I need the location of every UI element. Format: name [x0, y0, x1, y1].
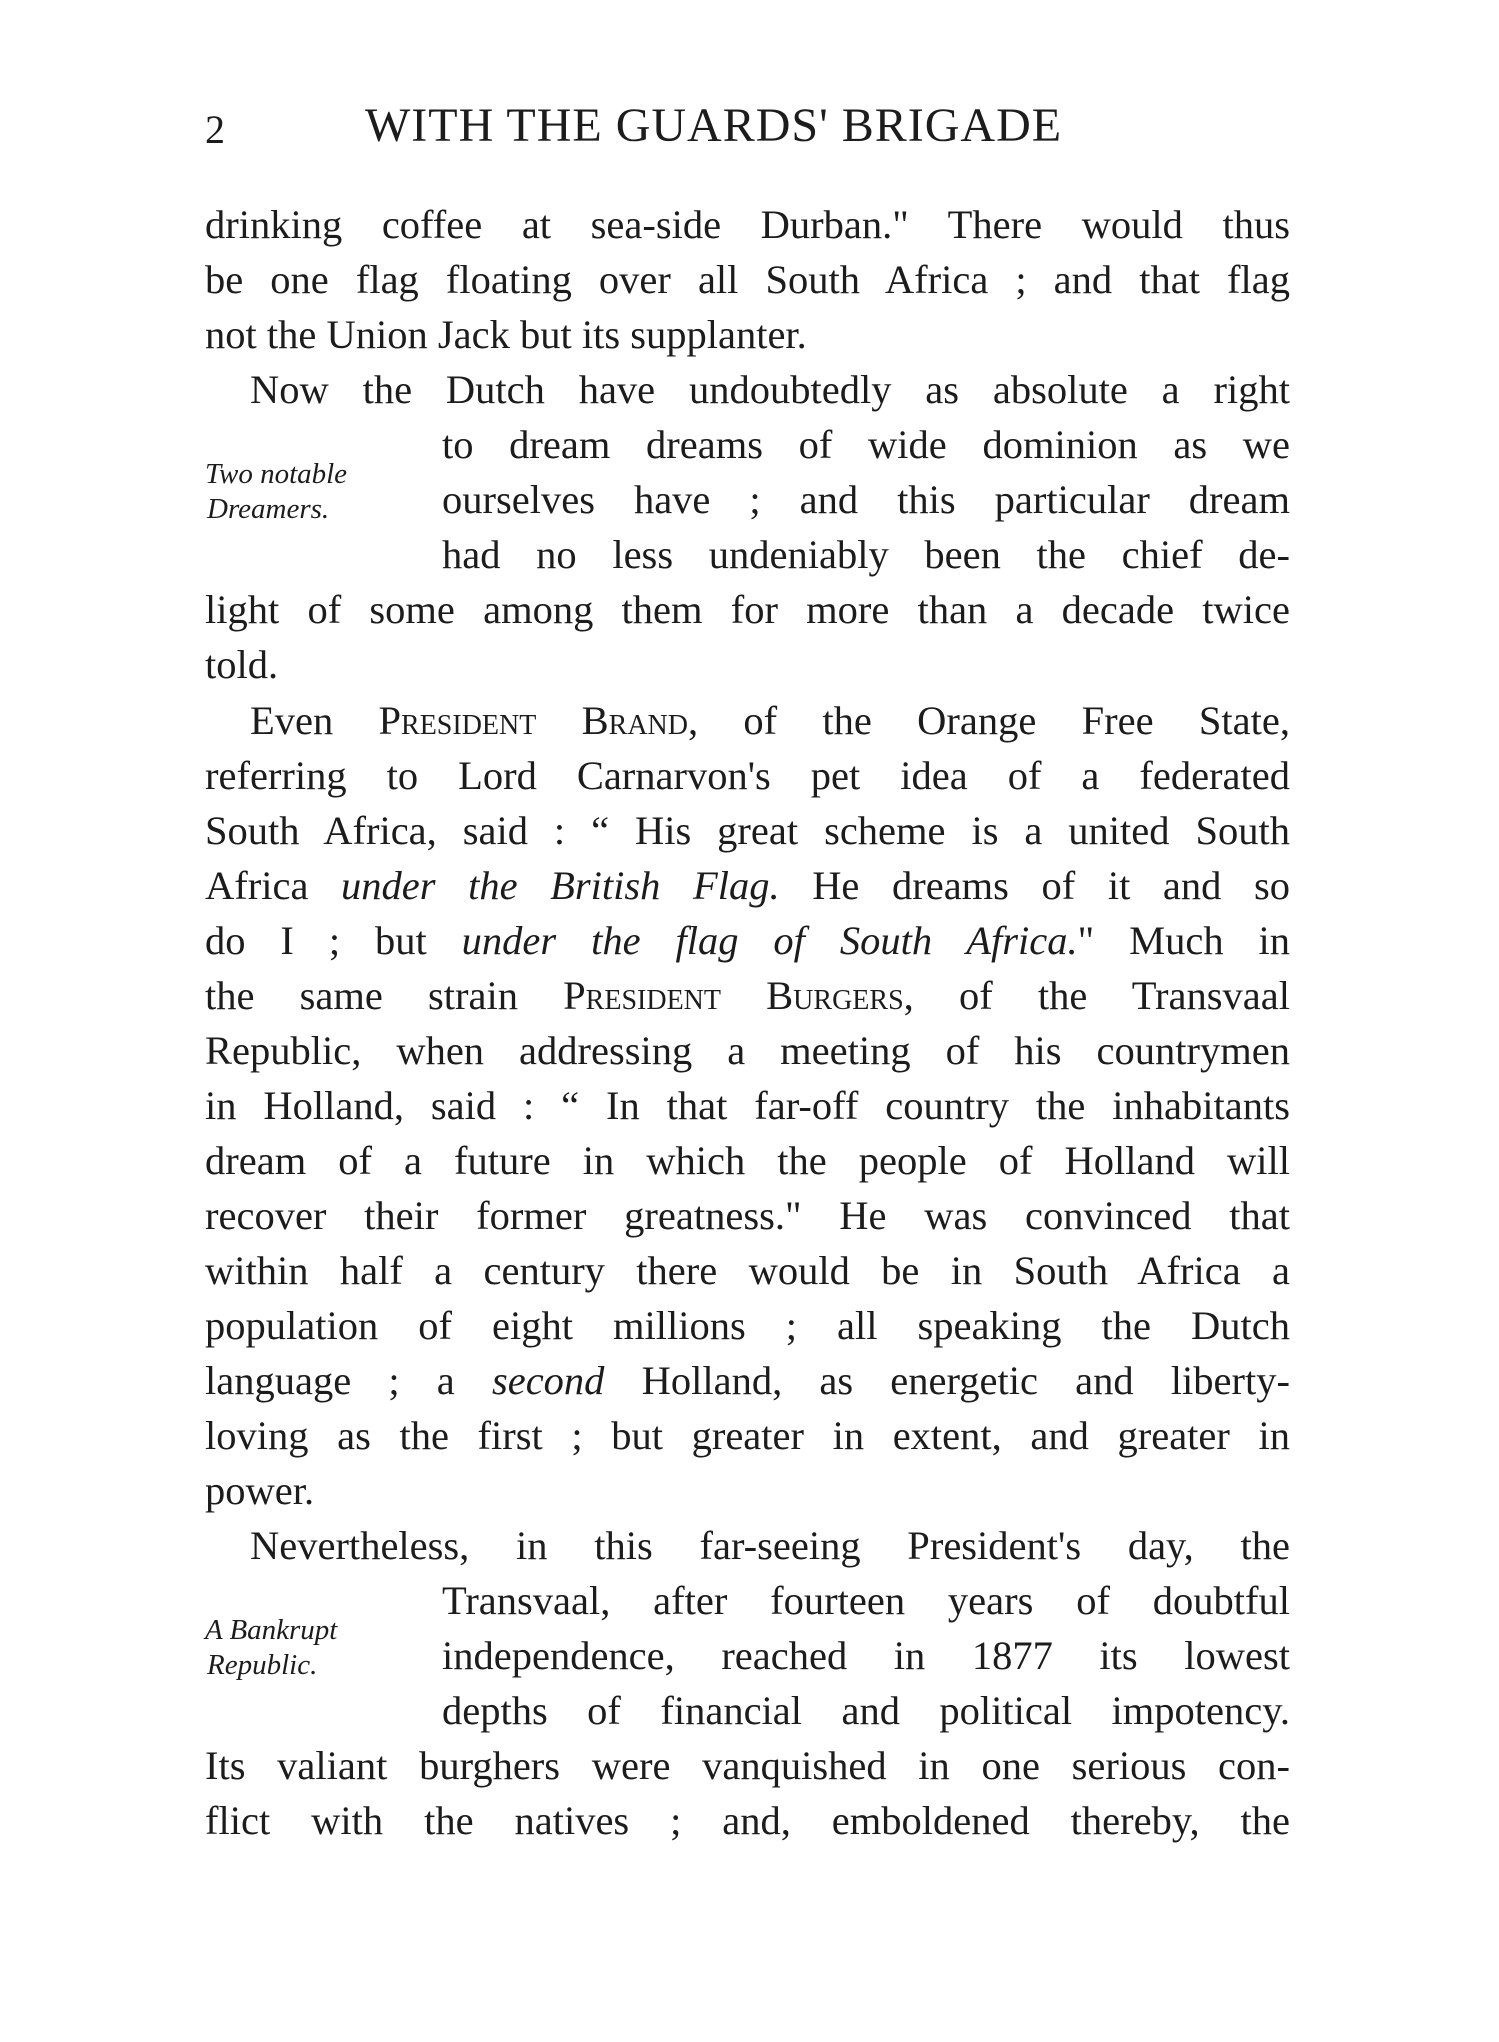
text-line: independence, reached in 1877 its lowest	[442, 1633, 1290, 1678]
text-line: Republic, when addressing a meeting of his countrymen	[205, 1028, 1290, 1073]
text-line: had no less undeniably been the chief de-	[442, 532, 1290, 577]
text-line	[205, 858, 1290, 914]
text-line: drinking coffee at sea-side Durban." There would thus	[205, 202, 1290, 247]
running-title: WITH THE GUARDS' BRIGADE	[365, 99, 1063, 152]
text-run: the same strain	[205, 973, 564, 1018]
text-line: recover their former greatness." He was convinced that	[205, 1193, 1290, 1238]
text-line: in Holland, said : “ In that far-off country the inhabitants	[205, 1083, 1290, 1128]
text-line: South Africa, said : “ His great scheme is a united South	[205, 808, 1290, 853]
sidenote-line: A Bankrupt	[205, 1614, 338, 1646]
text-run: do I ; but	[205, 918, 462, 963]
text-line: within half a century there would be in South Africa a	[205, 1248, 1290, 1293]
name-president-burgers: President Burgers	[563, 973, 904, 1018]
text-line: referring to Lord Carnarvon's pet idea of a federated	[205, 753, 1290, 798]
text-line: Transvaal, after fourteen years of doubtful	[442, 1578, 1290, 1623]
text-line	[205, 1353, 1290, 1409]
text-run: , of the Transvaal	[903, 973, 1290, 1018]
text-run: Even	[250, 698, 379, 743]
text-line: depths of financial and political impotency.	[442, 1688, 1290, 1733]
text-run: , of the Orange Free State,	[687, 698, 1290, 743]
paragraph-start-line: Now the Dutch have undoubtedly as absolute a right	[250, 367, 1290, 412]
name-president-brand: President Brand	[378, 698, 688, 743]
text-run: " Much in	[1077, 918, 1290, 963]
text-line: dream of a future in which the people of Holland will	[205, 1138, 1290, 1183]
sidenote-two-notable-dreamers	[205, 457, 425, 527]
text-run: Africa	[205, 863, 342, 908]
text-line: be one flag floating over all South Africa ; and that flag	[205, 257, 1290, 302]
sidenote-line: Republic.	[207, 1649, 318, 1681]
text-line: not the Union Jack but its supplanter.	[205, 312, 807, 357]
text-run: He dreams of it and so	[779, 863, 1290, 908]
text-line: light of some among them for more than a decade twice	[205, 587, 1290, 632]
page-number: 2	[205, 107, 225, 152]
text-line: to dream dreams of wide dominion as we	[442, 422, 1290, 467]
paragraph-start-line	[250, 693, 1290, 749]
italic-phrase: under the British Flag.	[341, 863, 780, 908]
paragraph-start-line: Nevertheless, in this far-seeing President's day, the	[250, 1523, 1290, 1568]
text-line	[205, 968, 1290, 1024]
text-line: told.	[205, 642, 279, 687]
page-header	[205, 98, 1290, 158]
text-line: power.	[205, 1468, 315, 1513]
text-line	[205, 913, 1290, 969]
text-run: language ; a	[205, 1358, 492, 1403]
text-line: ourselves have ; and this particular dream	[442, 477, 1290, 522]
sidenote-a-bankrupt-republic	[205, 1613, 425, 1683]
text-line: Its valiant burghers were vanquished in one serious con-	[205, 1743, 1290, 1788]
text-line: loving as the first ; but greater in extent, and greater in	[205, 1413, 1290, 1458]
sidenote-line: Two notable	[205, 458, 348, 490]
italic-word: second	[491, 1358, 605, 1403]
text-line: flict with the natives ; and, emboldened thereby, the	[205, 1798, 1290, 1843]
sidenote-line: Dreamers.	[207, 493, 330, 525]
italic-phrase: under the flag of South Africa.	[461, 918, 1078, 963]
text-run: Holland, as energetic and liberty-	[604, 1358, 1290, 1403]
text-line: population of eight millions ; all speaking the Dutch	[205, 1303, 1290, 1348]
